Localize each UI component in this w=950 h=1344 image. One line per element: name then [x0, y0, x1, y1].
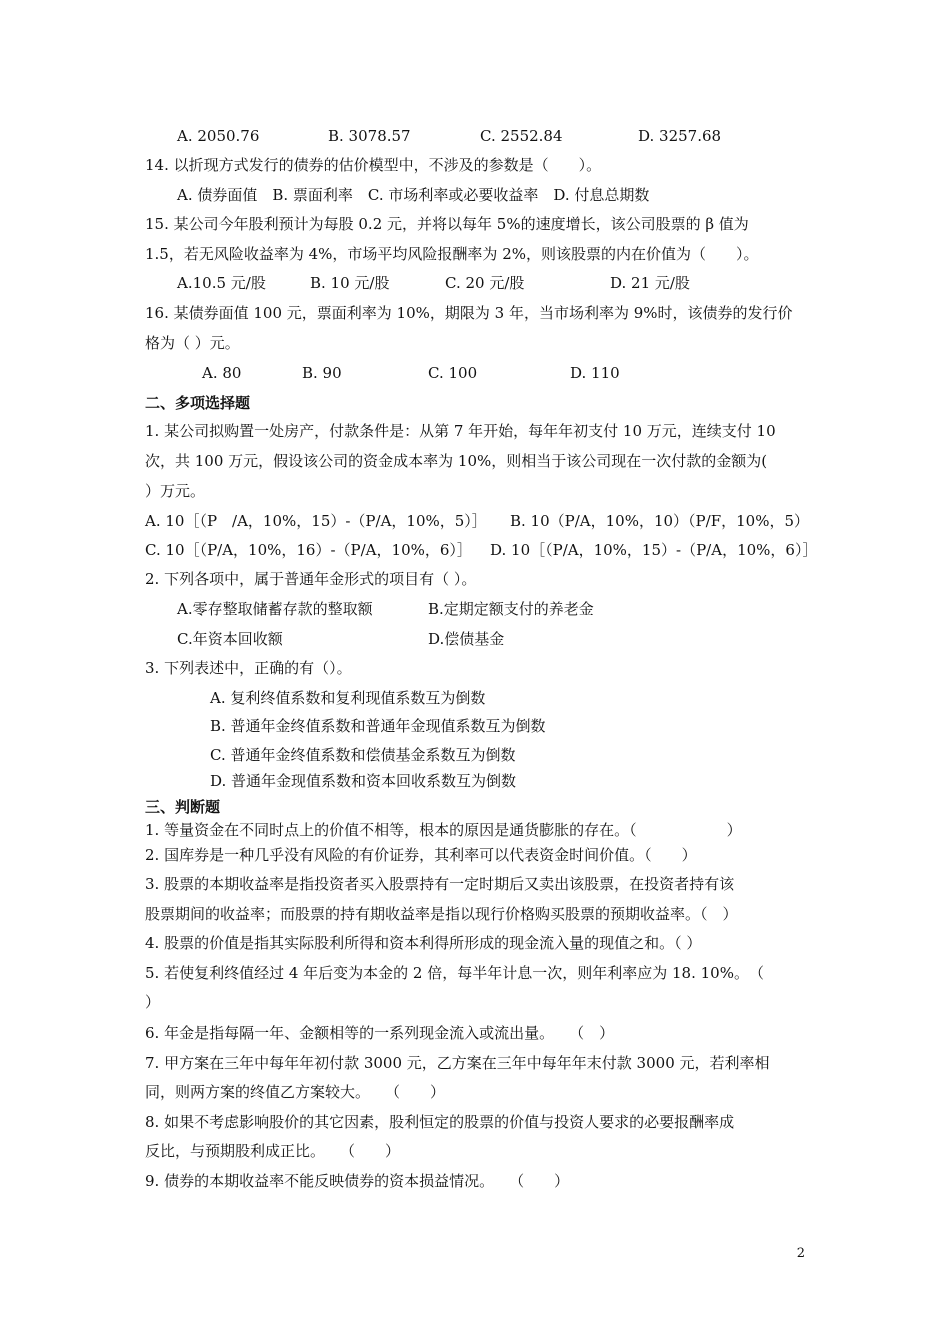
- q14-text: 14. 以折现方式发行的债券的估价模型中，不涉及的参数是（ ）。: [145, 156, 602, 174]
- q15-option-d: D. 21 元/股: [610, 274, 690, 292]
- s2-q1-line-3: ）万元。: [145, 482, 206, 500]
- s3-line-12: 反比，与预期股利成正比。 （ ）: [145, 1142, 401, 1160]
- s2-q2-text: 2. 下列各项中，属于普通年金形式的项目有（ ）。: [145, 570, 477, 588]
- q13-option-c: C. 2552.84: [480, 127, 563, 145]
- s2-q3-option-b: B. 普通年金终值系数和普通年金现值系数互为倒数: [210, 717, 546, 735]
- s3-line-1: 1. 等量资金在不同时点上的价值不相等，根本的原因是通货膨胀的存在。（ ）: [145, 821, 742, 839]
- s3-line-13: 9. 债券的本期收益率不能反映债券的资本损益情况。 （ ）: [145, 1172, 570, 1190]
- s2-q1-option-b: B. 10（P/A，10%，10）（P/F，10%，5）: [510, 512, 809, 530]
- q16-line-1: 16. 某债券面值 100 元，票面利率为 10%，期限为 3 年，当市场利率为 9%时，该债券的发行价: [145, 304, 793, 322]
- q13-option-b: B. 3078.57: [328, 127, 411, 145]
- q16-option-d: D. 110: [570, 364, 620, 382]
- s2-q1-option-a: A. 10［（P /A，10%，15）-（P/A，10%，5）］: [145, 512, 487, 530]
- s2-q3-text: 3. 下列表述中，正确的有（）。: [145, 659, 352, 677]
- s3-line-6: 5. 若使复利终值经过 4 年后变为本金的 2 倍，每半年计息一次，则年利率应为 18. 10%。 （: [145, 964, 764, 982]
- q15-line-1: 15. 某公司今年股利预计为每股 0.2 元，并将以每年 5%的速度增长，该公司股票的 β 值为: [145, 215, 749, 233]
- q15-option-c: C. 20 元/股: [445, 274, 525, 292]
- q14-options: A. 债券面值 B. 票面利率 C. 市场利率或必要收益率 D. 付息总期数: [177, 186, 650, 204]
- q15-line-2: 1.5，若无风险收益率为 4%，市场平均风险报酬率为 2%，则该股票的内在价值为（ ）。: [145, 245, 759, 263]
- s2-q3-option-a: A. 复利终值系数和复利现值系数互为倒数: [210, 689, 486, 707]
- s2-q1-line-1: 1. 某公司拟购置一处房产，付款条件是：从第 7 年开始，每年年初支付 10 万元，连续支付 10: [145, 422, 776, 440]
- page-number: 2: [796, 1246, 805, 1261]
- s2-q1-option-d: D. 10［（P/A，10%，15）-（P/A，10%，6）］: [490, 541, 818, 559]
- s2-q1-line-2: 次，共 100 万元，假设该公司的资金成本率为 10%，则相当于该公司现在一次付款的金额为(: [145, 452, 768, 470]
- section-2-heading: 二、多项选择题: [145, 394, 251, 412]
- s2-q2-option-b: B.定期定额支付的养老金: [428, 600, 594, 618]
- q16-option-c: C. 100: [428, 364, 478, 382]
- s3-line-10: 同，则两方案的终值乙方案较大。 （ ）: [145, 1083, 446, 1101]
- q15-option-b: B. 10 元/股: [310, 274, 390, 292]
- q16-option-b: B. 90: [302, 364, 342, 382]
- s2-q2-option-c: C.年资本回收额: [177, 630, 283, 648]
- q16-option-a: A. 80: [202, 364, 242, 382]
- section-3-heading: 三、判断题: [145, 798, 221, 816]
- q15-option-a: A.10.5 元/股: [177, 274, 266, 292]
- s3-line-7: ）: [145, 993, 161, 1011]
- s3-line-3: 3. 股票的本期收益率是指投资者买入股票持有一定时期后又卖出该股票，在投资者持有该: [145, 875, 735, 893]
- s2-q3-option-c: C. 普通年金终值系数和偿债基金系数互为倒数: [210, 746, 516, 764]
- s3-line-8: 6. 年金是指每隔一年、金额相等的一系列现金流入或流出量。 （ ）: [145, 1024, 615, 1042]
- s3-line-2: 2. 国库券是一种几乎没有风险的有价证券，其利率可以代表资金时间价值。（ ）: [145, 846, 697, 864]
- s3-line-9: 7. 甲方案在三年中每年年初付款 3000 元，乙方案在三年中每年年末付款 3000 元，若利率相: [145, 1054, 770, 1072]
- s2-q2-option-a: A.零存整取储蓄存款的整取额: [177, 600, 373, 618]
- s3-line-4: 股票期间的收益率；而股票的持有期收益率是指以现行价格购买股票的预期收益率。（ ）: [145, 905, 738, 923]
- s3-line-11: 8. 如果不考虑影响股价的其它因素，股利恒定的股票的价值与投资人要求的必要报酬率成: [145, 1113, 735, 1131]
- q13-option-a: A. 2050.76: [177, 127, 260, 145]
- s2-q3-option-d: D. 普通年金现值系数和资本回收系数互为倒数: [210, 772, 517, 790]
- q16-line-2: 格为（ ）元。: [145, 334, 240, 352]
- s3-line-5: 4. 股票的价值是指其实际股利所得和资本利得所形成的现金流入量的现值之和。（ ）: [145, 934, 702, 952]
- s2-q2-option-d: D.偿债基金: [428, 630, 505, 648]
- s2-q1-option-c: C. 10［（P/A，10%，16）-（P/A，10%，6）］: [145, 541, 472, 559]
- q13-option-d: D. 3257.68: [638, 127, 722, 145]
